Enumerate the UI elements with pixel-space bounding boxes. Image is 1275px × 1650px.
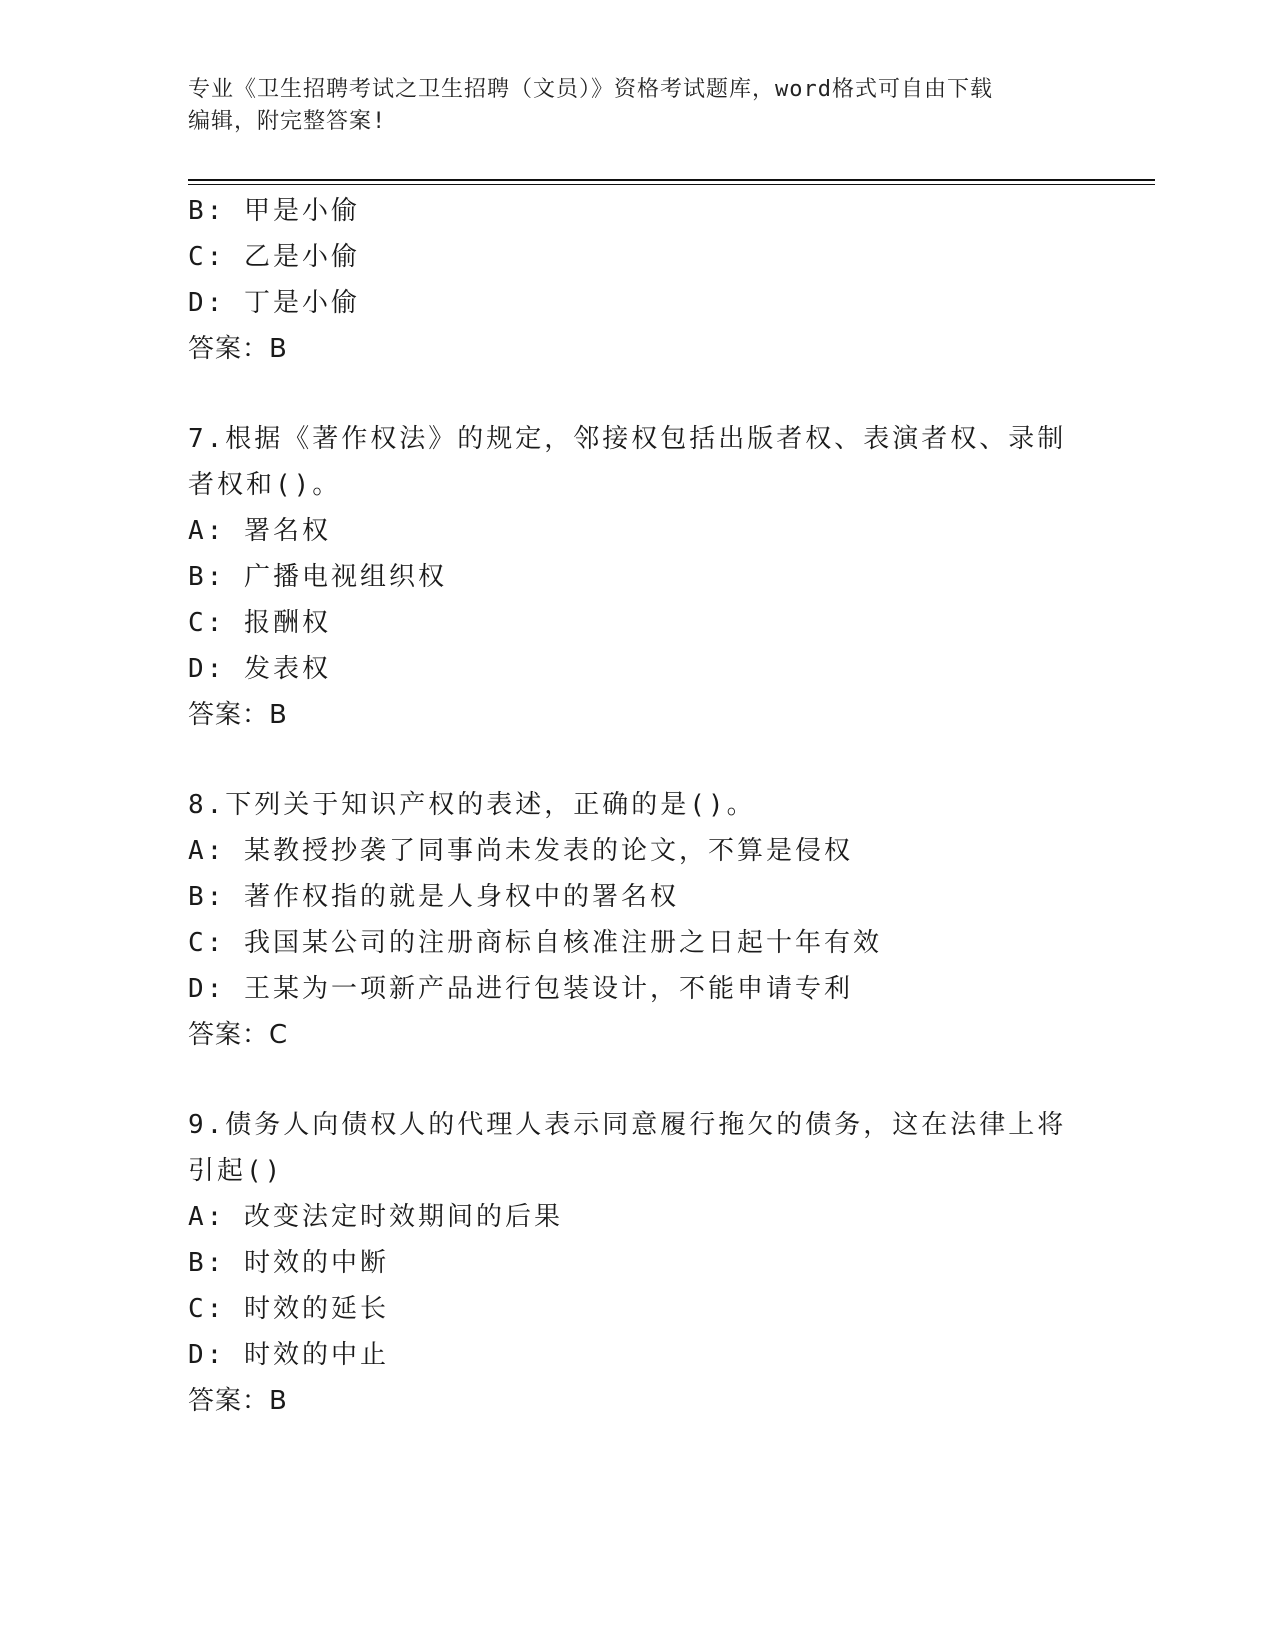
option-c: C: 报酬权: [188, 608, 331, 638]
answer-line: 答案：C: [188, 1020, 289, 1050]
header-line-1: 专业《卫生招聘考试之卫生招聘（文员）》资格考试题库，word格式可自由下载: [188, 77, 993, 102]
option-d: D: 时效的中止: [188, 1340, 389, 1370]
header-line-2: 编辑，附完整答案!: [188, 109, 387, 134]
question-text: 8.下列关于知识产权的表述，正确的是()。: [188, 790, 756, 820]
answer-line: 答案：B: [188, 1386, 288, 1416]
option-a: A: 某教授抄袭了同事尚未发表的论文，不算是侵权: [188, 836, 853, 866]
header-rule-thick: [188, 179, 1155, 181]
option-b: B: 广播电视组织权: [188, 562, 447, 592]
option-c: C: 我国某公司的注册商标自核准注册之日起十年有效: [188, 928, 882, 958]
header-rule-thin: [188, 184, 1155, 185]
answer-line: 答案：B: [188, 700, 288, 730]
option-b: B: 甲是小偷: [188, 196, 360, 226]
option-b: B: 时效的中断: [188, 1248, 389, 1278]
option-a: A: 署名权: [188, 516, 331, 546]
option-d: D: 丁是小偷: [188, 288, 360, 318]
document-header: [188, 74, 1068, 138]
question-text: 7.根据《著作权法》的规定，邻接权包括出版者权、表演者权、录制: [188, 424, 1067, 454]
question-block-6-tail: [188, 188, 1088, 372]
question-text-cont: 者权和()。: [188, 470, 342, 500]
option-c: C: 时效的延长: [188, 1294, 389, 1324]
question-text-cont: 引起(): [188, 1156, 284, 1186]
option-c: C: 乙是小偷: [188, 242, 360, 272]
question-block-7: [188, 416, 1088, 738]
question-block-9: [188, 1102, 1088, 1424]
option-d: D: 王某为一项新产品进行包装设计，不能申请专利: [188, 974, 853, 1004]
option-b: B: 著作权指的就是人身权中的署名权: [188, 882, 679, 912]
document-body: [188, 188, 1088, 1424]
question-text: 9.债务人向债权人的代理人表示同意履行拖欠的债务，这在法律上将: [188, 1110, 1067, 1140]
option-d: D: 发表权: [188, 654, 331, 684]
option-a: A: 改变法定时效期间的后果: [188, 1202, 563, 1232]
answer-line: 答案：B: [188, 334, 288, 364]
question-block-8: [188, 782, 1088, 1058]
